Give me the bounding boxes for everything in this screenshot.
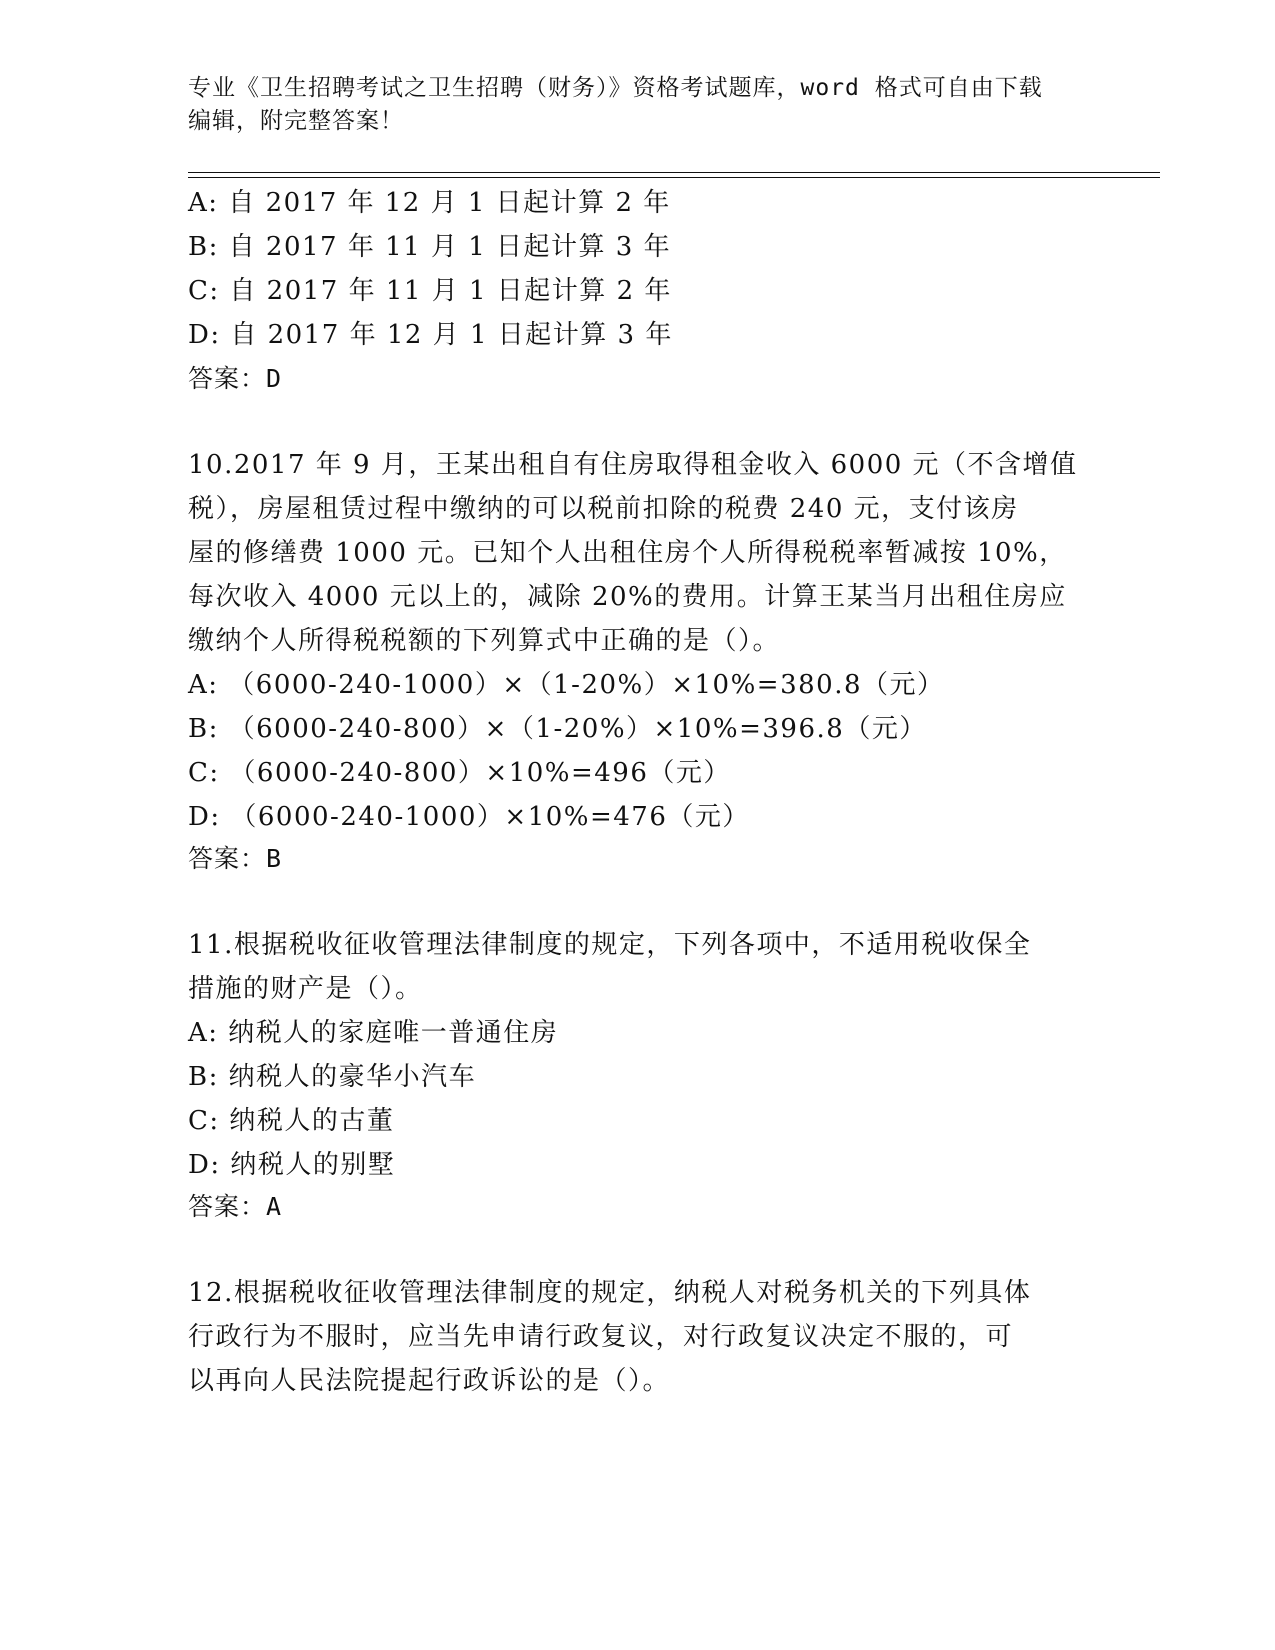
q10-stem-line-5: 缴纳个人所得税税额的下列算式中正确的是（）。	[188, 626, 781, 656]
q10-stem-line-4: 每次收入 4000 元以上的，减除 20%的费用。计算王某当月出租住房应	[188, 582, 1067, 612]
q12-stem-line-3: 以再向人民法院提起行政诉讼的是（）。	[188, 1366, 671, 1396]
q9-option-c: C: 自 2017 年 11 月 1 日起计算 2 年	[188, 276, 672, 306]
answer-label: 答案：	[188, 844, 267, 873]
answer-label: 答案：	[188, 1192, 267, 1221]
q11-option-d: D: 纳税人的别墅	[188, 1150, 396, 1180]
header-line-2: 编辑，附完整答案！	[188, 108, 404, 134]
header-rule-top	[188, 172, 1160, 173]
q10-stem-line-2: 税），房屋租赁过程中缴纳的可以税前扣除的税费 240 元，支付该房	[188, 494, 1019, 524]
document-header	[188, 72, 1068, 138]
q11-option-a: A: 纳税人的家庭唯一普通住房	[188, 1018, 559, 1048]
q9-option-a: A: 自 2017 年 12 月 1 日起计算 2 年	[188, 188, 671, 218]
answer-value: A	[266, 1192, 283, 1221]
answer-value: B	[266, 844, 283, 873]
q10-stem-line-3: 屋的修缮费 1000 元。已知个人出租住房个人所得税税率暂减按 10%，	[188, 538, 1067, 568]
q9-option-d: D: 自 2017 年 12 月 1 日起计算 3 年	[188, 320, 673, 350]
q10-option-b: B: （6000-240-800）×（1-20%）×10%=396.8（元）	[188, 714, 927, 744]
header-rule-bottom	[188, 177, 1160, 178]
answer-label: 答案：	[188, 364, 267, 393]
q10-option-a: A: （6000-240-1000）×（1-20%）×10%=380.8（元）	[188, 670, 945, 700]
q12-stem-line-2: 行政行为不服时，应当先申请行政复议，对行政复议决定不服的，可	[188, 1322, 1014, 1352]
answer-value: D	[266, 364, 283, 393]
q11-stem-line-1: 11.根据税收征收管理法律制度的规定，下列各项中，不适用税收保全	[188, 930, 1032, 960]
q11-answer	[188, 1190, 282, 1224]
q9-option-b: B: 自 2017 年 11 月 1 日起计算 3 年	[188, 232, 672, 262]
q11-option-b: B: 纳税人的豪华小汽车	[188, 1062, 477, 1092]
q12-stem-line-1: 12.根据税收征收管理法律制度的规定，纳税人对税务机关的下列具体	[188, 1278, 1032, 1308]
q10-stem-line-1: 10.2017 年 9 月，王某出租自有住房取得租金收入 6000 元（不含增值	[188, 450, 1078, 480]
q11-stem-line-2: 措施的财产是（）。	[188, 974, 423, 1004]
q10-answer	[188, 842, 282, 876]
q10-option-d: D: （6000-240-1000）×10%=476（元）	[188, 802, 750, 832]
q9-answer	[188, 362, 282, 396]
header-line-1: 专业《卫生招聘考试之卫生招聘（财务）》资格考试题库，word 格式可自由下载	[188, 75, 1043, 101]
q10-option-c: C: （6000-240-800）×10%=496（元）	[188, 758, 731, 788]
q11-option-c: C: 纳税人的古董	[188, 1106, 395, 1136]
